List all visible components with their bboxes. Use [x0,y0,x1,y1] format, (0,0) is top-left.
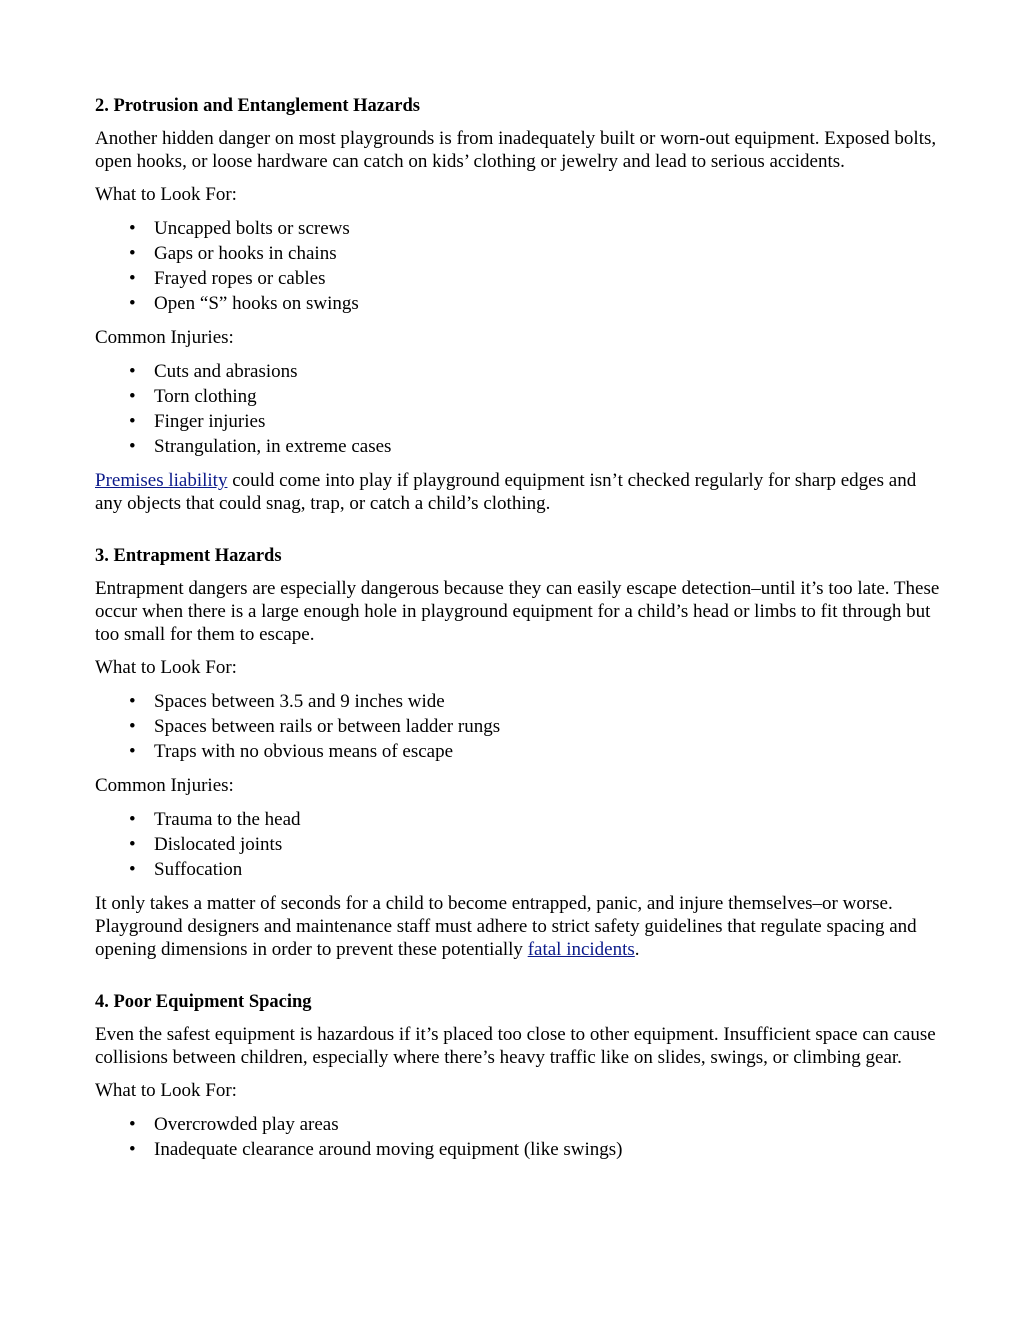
list-item-text: Inadequate clearance around moving equipment (like swings) [154,1139,623,1160]
list-item [95,1137,940,1162]
list-item-text: Traps with no obvious means of escape [154,741,454,762]
list-item-text: Spaces between rails or between ladder rungs [154,716,501,737]
list-item [95,714,940,739]
bullet-icon: • [129,859,136,880]
list-item [95,739,940,764]
injuries-label: Common Injuries: [95,327,234,348]
look-for-label: What to Look For: [95,1080,237,1101]
list-item [95,807,940,832]
bullet-icon: • [129,218,136,239]
list-item-text: Strangulation, in extreme cases [154,436,392,457]
list-item [95,689,940,714]
section-poor-equipment-spacing [95,991,940,1162]
look-for-list [95,689,940,764]
list-item [95,241,940,266]
look-for-label: What to Look For: [95,657,237,678]
list-item-text: Cuts and abrasions [154,361,298,382]
bullet-icon: • [129,1139,136,1160]
list-item [95,384,940,409]
list-item [95,359,940,384]
section-intro: Entrapment dangers are especially dangerous because they can easily escape detection–until it’s too late. These occur when there is a large enough hole in playground equipment for a child’s head or limbs to fit through but too small for them to escape. [95,578,940,645]
bullet-icon: • [129,386,136,407]
look-for-list [95,1112,940,1162]
list-item-text: Torn clothing [154,386,257,407]
list-item [95,409,940,434]
section-intro: Another hidden danger on most playgrounds is from inadequately built or worn-out equipment. Exposed bolts, open hooks, or loose hardware can catch on kids’ clothing or jewelry and lead to serious accidents. [95,128,937,172]
section-heading: 3. Entrapment Hazards [95,546,282,566]
section-heading: 2. Protrusion and Entanglement Hazards [95,96,420,116]
section-protrusion-entanglement [95,95,940,515]
list-item-text: Open “S” hooks on swings [154,293,359,314]
list-item [95,832,940,857]
list-item-text: Frayed ropes or cables [154,268,326,289]
bullet-icon: • [129,1114,136,1135]
injuries-list [95,807,940,882]
injuries-label: Common Injuries: [95,775,234,796]
list-item-text: Trauma to the head [154,809,301,830]
bullet-icon: • [129,243,136,264]
list-item [95,291,940,316]
premises-liability-link[interactable]: Premises liability [95,470,228,491]
bullet-icon: • [129,834,136,855]
section-heading: 4. Poor Equipment Spacing [95,992,312,1012]
list-item [95,857,940,882]
list-item [95,434,940,459]
section-closing [95,469,940,515]
bullet-icon: • [129,411,136,432]
list-item [95,216,940,241]
list-item-text: Uncapped bolts or screws [154,218,350,239]
bullet-icon: • [129,361,136,382]
bullet-icon: • [129,716,136,737]
fatal-incidents-link[interactable]: fatal incidents [527,939,635,960]
list-item-text: Spaces between 3.5 and 9 inches wide [154,691,445,712]
section-intro: Even the safest equipment is hazardous if it’s placed too close to other equipment. Insufficient space can cause collisions between children, especially where there’s heavy traffic like on slides, swings, or climbing gear. [95,1024,936,1068]
closing-text: could come into play if playground equipment isn’t checked regularly for sharp edges and any objects that could snag, trap, or catch a child’s clothing. [95,470,917,514]
document-page [95,95,940,1192]
list-item-text: Overcrowded play areas [154,1114,339,1135]
bullet-icon: • [129,293,136,314]
list-item-text: Finger injuries [154,411,266,432]
bullet-icon: • [129,809,136,830]
look-for-list [95,216,940,316]
bullet-icon: • [129,436,136,457]
look-for-label: What to Look For: [95,184,237,205]
closing-text: It only takes a matter of seconds for a child to become entrapped, panic, and injure themselves–or worse. Playground designers and maintenance staff must adhere to strict safety guidelines that regulate spacing and opening dimensions in order to prevent these potentially [95,893,917,960]
section-closing [95,892,940,961]
section-entrapment [95,545,940,961]
bullet-icon: • [129,691,136,712]
closing-text-end: . [634,939,640,960]
bullet-icon: • [129,268,136,289]
list-item [95,266,940,291]
injuries-list [95,359,940,459]
list-item [95,1112,940,1137]
list-item-text: Dislocated joints [154,834,283,855]
list-item-text: Suffocation [154,859,243,880]
bullet-icon: • [129,741,136,762]
list-item-text: Gaps or hooks in chains [154,243,337,264]
